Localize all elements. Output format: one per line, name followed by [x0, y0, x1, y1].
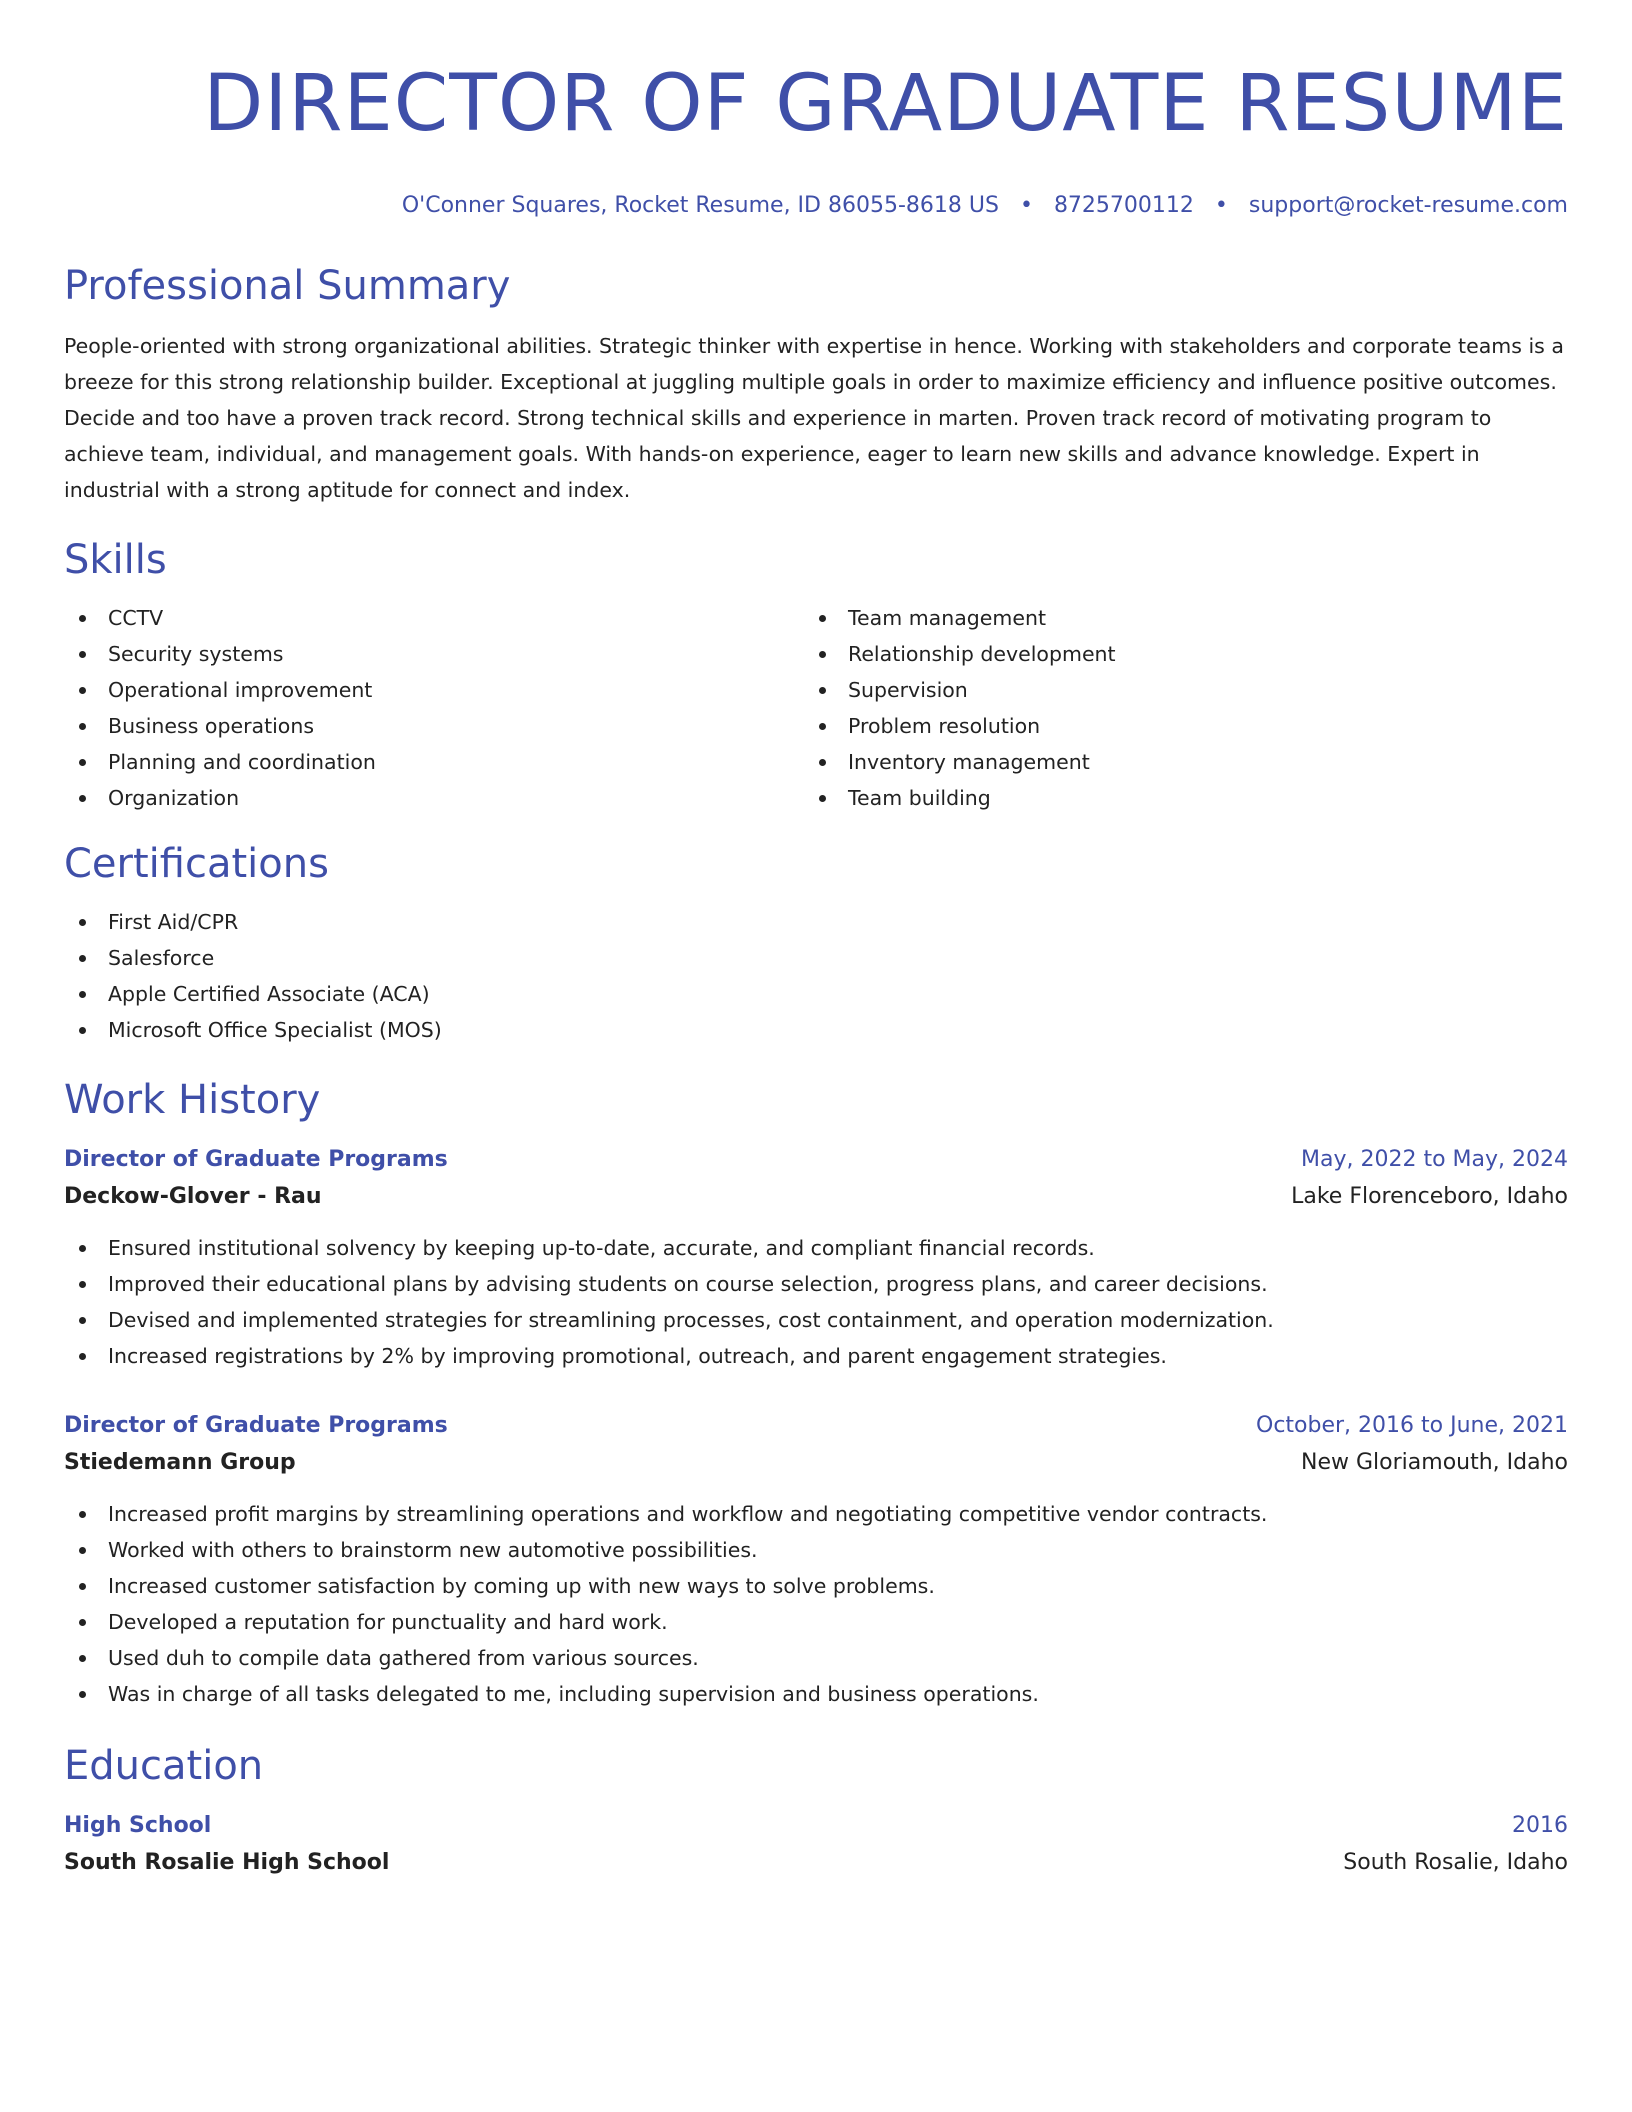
job-dates: May, 2022 to May, 2024 [1301, 1147, 1568, 1172]
certifications-section [64, 840, 1568, 1048]
skills-grid [64, 600, 1568, 816]
job-bullets [64, 1496, 1568, 1712]
certifications-list [64, 904, 1568, 1048]
education-heading: Education [64, 1743, 264, 1789]
job-bullet: Improved their educational plans by advising students on course selection, progress plans, and career decisions. [64, 1266, 1568, 1302]
skill-item: Security systems [64, 636, 804, 672]
resume-header [64, 0, 1568, 220]
skill-item: Organization [64, 780, 804, 816]
skill-item: Planning and coordination [64, 744, 804, 780]
skill-item: Operational improvement [64, 672, 804, 708]
summary-heading: Professional Summary [64, 263, 511, 309]
summary-section [64, 262, 1568, 508]
job-bullet: Devised and implemented strategies for streamlining processes, cost containment, and operation modernization. [64, 1302, 1568, 1338]
contact-separator: • [1019, 193, 1033, 218]
contact-address: O'Conner Squares, Rocket Resume, ID 86055-8618 US [401, 193, 999, 218]
job-bullet: Worked with others to brainstorm new automotive possibilities. [64, 1532, 1568, 1568]
job-entry [64, 1408, 1568, 1712]
work-history-heading: Work History [64, 1077, 321, 1123]
job-bullet: Increased customer satisfaction by coming up with new ways to solve problems. [64, 1568, 1568, 1604]
certifications-heading: Certifications [64, 841, 329, 887]
job-role: Director of Graduate Programs [64, 1413, 448, 1438]
certification-item: Apple Certified Associate (ACA) [64, 976, 1568, 1012]
resume-title: DIRECTOR OF GRADUATE RESUME [203, 59, 1568, 149]
skill-item: Business operations [64, 708, 804, 744]
job-bullets [64, 1230, 1568, 1374]
skills-heading: Skills [64, 537, 167, 583]
certification-item: Microsoft Office Specialist (MOS) [64, 1012, 1568, 1048]
job-company: Deckow-Glover - Rau [64, 1184, 322, 1209]
job-bullet: Developed a reputation for punctuality and hard work. [64, 1604, 1568, 1640]
job-dates: October, 2016 to June, 2021 [1256, 1413, 1568, 1438]
contact-email: support@rocket-resume.com [1248, 193, 1568, 218]
education-header-row [64, 1808, 1568, 1844]
contact-line [64, 192, 1568, 220]
job-bullet: Ensured institutional solvency by keeping up-to-date, accurate, and compliant financial records. [64, 1230, 1568, 1266]
job-company-row [64, 1444, 1568, 1482]
job-company-row [64, 1178, 1568, 1216]
education-school: South Rosalie High School [64, 1850, 390, 1875]
skill-item: Problem resolution [804, 708, 1544, 744]
education-entry [64, 1808, 1568, 1882]
skills-section [64, 536, 1568, 816]
job-role: Director of Graduate Programs [64, 1147, 448, 1172]
work-history-section [64, 1076, 1568, 1712]
education-year: 2016 [1512, 1813, 1568, 1838]
job-header-row [64, 1408, 1568, 1444]
education-degree: High School [64, 1813, 212, 1838]
skill-item: Team building [804, 780, 1544, 816]
job-header-row [64, 1142, 1568, 1178]
summary-text: People-oriented with strong organizational abilities. Strategic thinker with expertise in hence. Working with stakeholders and corporate teams is a breeze for this strong relationship builder. Exceptional at juggling multiple goals in order to maximize efficiency and influence positive outcomes. Decide and too have a proven track record. Strong technical skills and experience in marten. Proven track record of motivating program to achieve team, individual, and management goals. With hands-on experience, eager to learn new skills and advance knowledge. Expert in industrial with a strong aptitude for connect and index. [64, 334, 1564, 502]
job-company: Stiedemann Group [64, 1450, 296, 1475]
education-location: South Rosalie, Idaho [1343, 1850, 1568, 1875]
job-entry [64, 1142, 1568, 1374]
skill-item: CCTV [64, 600, 804, 636]
certification-item: First Aid/CPR [64, 904, 1568, 940]
education-school-row [64, 1844, 1568, 1882]
contact-phone: 8725700112 [1053, 193, 1194, 218]
skill-item: Relationship development [804, 636, 1544, 672]
skill-item: Team management [804, 600, 1544, 636]
job-location: Lake Florenceboro, Idaho [1291, 1184, 1568, 1209]
job-bullet: Was in charge of all tasks delegated to me, including supervision and business operations. [64, 1676, 1568, 1712]
job-location: New Gloriamouth, Idaho [1301, 1450, 1568, 1475]
job-bullet: Increased profit margins by streamlining operations and workflow and negotiating competitive vendor contracts. [64, 1496, 1568, 1532]
job-bullet: Increased registrations by 2% by improving promotional, outreach, and parent engagement strategies. [64, 1338, 1568, 1374]
skill-item: Supervision [804, 672, 1544, 708]
certification-item: Salesforce [64, 940, 1568, 976]
education-section [64, 1742, 1568, 1882]
skills-column-right [804, 600, 1544, 816]
skills-column-left [64, 600, 804, 816]
skill-item: Inventory management [804, 744, 1544, 780]
job-bullet: Used duh to compile data gathered from various sources. [64, 1640, 1568, 1676]
contact-separator: • [1214, 193, 1228, 218]
